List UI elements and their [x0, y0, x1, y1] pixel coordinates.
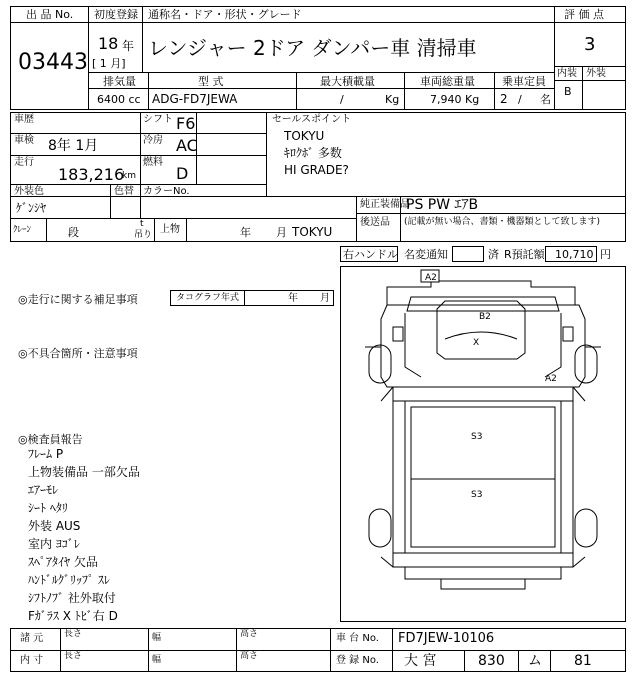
sales-point-label: セールスポイント	[272, 114, 352, 125]
aftermarket-label: 後送品	[360, 217, 390, 228]
length-label: 長さ	[64, 629, 83, 639]
height-label: 高さ	[240, 651, 259, 661]
inspector-line: 室内 ﾖｺﾞﾚ	[28, 537, 80, 551]
capacity: 2	[500, 92, 508, 106]
upper-label: 上物	[160, 224, 180, 235]
displacement: 6400 cc	[97, 93, 141, 106]
vehicle-name: レンジャー 2ドア ダンパー車 清掃車	[148, 36, 477, 60]
inspector-line: ｽﾍﾟｱﾀｲﾔ 欠品	[28, 555, 98, 569]
inspector-line: 外装 AUS	[28, 519, 81, 533]
capacity-unit: 名	[540, 93, 551, 106]
name-change-box	[452, 246, 484, 262]
name-change-label: 名変通知	[404, 248, 448, 261]
inspector-label: ◎検査員報告	[18, 433, 83, 446]
length-label: 長さ	[64, 651, 83, 661]
gross-weight-label: 車両総重量	[420, 75, 475, 88]
interior-label: 内装	[557, 68, 577, 79]
sales-point-line: HI GRADE?	[284, 163, 349, 177]
sales-point-line: TOKYU	[284, 129, 325, 143]
gross-weight: 7,940 Kg	[430, 93, 480, 106]
crane-stage: 段	[68, 226, 79, 239]
inspector-line: ｴｱｰﾓﾚ	[28, 483, 59, 497]
tacho-month: 月	[320, 293, 330, 304]
ext-color: ｹﾞﾝｼﾔ	[16, 201, 47, 215]
shift-label: シフト	[143, 114, 173, 125]
inspection-value: 8年 1月	[48, 138, 99, 154]
inspection-label: 車検	[14, 135, 34, 146]
max-load-slash: /	[340, 93, 344, 106]
inspector-line: ｼｰﾄ ﾍﾀﾘ	[28, 501, 68, 515]
shift-value: F6	[176, 114, 196, 133]
grade-label: 評 価 点	[564, 8, 604, 21]
ac-value: AC	[176, 136, 198, 155]
plate-kana: ム	[528, 653, 542, 669]
crane-label: ｸﾚｰﾝ	[13, 225, 32, 235]
year-unit: 年	[122, 39, 135, 53]
inspector-line: ﾌﾚｰﾑ P	[28, 447, 64, 461]
truck-diagram	[341, 267, 625, 621]
upper-month: 月	[276, 226, 287, 239]
first-reg-label: 初度登録	[94, 8, 138, 21]
mileage-label: 走行	[14, 157, 34, 168]
interior-grade: B	[564, 85, 572, 98]
crane-hang: 吊り	[134, 230, 153, 240]
chassis-label: 車 台 No.	[336, 633, 379, 644]
inspector-line: ﾊﾝﾄﾞﾙｸﾞﾘｯﾌﾟ ｽﾚ	[28, 573, 110, 587]
displacement-label: 排気量	[103, 75, 136, 88]
aftermarket-note: (記載が無い場合、書類・機器類として致します)	[404, 217, 601, 227]
diagram-frame	[340, 266, 626, 622]
max-load-label: 最大積載量	[320, 75, 375, 88]
standard-equip-label: 純正装備品	[360, 199, 410, 210]
mark-s3-upper: S3	[471, 432, 483, 442]
color-no-label: 色替	[114, 186, 134, 197]
name-label: 通称名・ドア・形状・グレード	[148, 8, 302, 21]
fuel-label: 燃料	[143, 157, 163, 168]
mark-a2-front: A2	[425, 273, 437, 283]
lot-no-label: 出 品 No.	[26, 8, 74, 21]
upper-year: 年	[240, 226, 251, 239]
plate-region: 大 宮	[404, 653, 437, 669]
capacity-slash: /	[518, 93, 522, 106]
mark-b2: B2	[479, 312, 491, 322]
first-reg-year: 18	[98, 34, 119, 53]
exterior-label: 外装	[586, 68, 606, 79]
right-handle-label: 右ハンドル	[343, 248, 398, 261]
width-label: 幅	[152, 655, 162, 665]
model-label: 型 式	[198, 75, 224, 88]
mark-s3-lower: S3	[471, 490, 483, 500]
standard-equip: PS PW ｴｱB	[406, 197, 479, 213]
ac-label: 冷房	[143, 135, 163, 146]
mark-a2-side: A2	[545, 374, 557, 384]
tacho-label: タコグラフ年式	[176, 293, 240, 303]
inspector-line: Fｶﾞﾗｽ X ﾄﾋﾞ右 D	[28, 609, 118, 623]
r-deposit-label: R預託額	[504, 248, 545, 261]
mileage-unit: km	[122, 171, 136, 181]
history-label: 車歴	[14, 114, 34, 125]
driving-notes-label: ◎走行に関する補足事項	[18, 293, 138, 306]
width-label: 幅	[152, 633, 162, 643]
first-reg-month: [ 1 月]	[92, 57, 126, 70]
plate-class: 830	[478, 653, 505, 669]
interior-dim-label: 内 寸	[20, 655, 44, 666]
defects-label: ◎不具合箇所・注意事項	[18, 347, 138, 360]
grade-value: 3	[584, 34, 596, 55]
fuel-value: D	[176, 164, 189, 183]
mileage-value: 183,216	[58, 165, 125, 184]
r-deposit-unit: 円	[600, 248, 611, 261]
inspector-line: ｼﾌﾄﾉﾌﾞ 社外取付	[28, 591, 116, 605]
height-label: 高さ	[240, 629, 259, 639]
chassis-value: FD7JEW-10106	[398, 631, 495, 646]
lot-no: 03443	[18, 50, 88, 75]
max-load-unit: Kg	[385, 93, 400, 106]
dim-label: 諸 元	[20, 633, 44, 644]
tacho-year: 年	[288, 293, 298, 304]
crane-t: t	[140, 219, 144, 229]
capacity-label: 乗車定員	[502, 75, 546, 88]
deposit-mark: 済	[488, 248, 499, 261]
inspector-line: 上物装備品 一部欠品	[28, 465, 140, 479]
ext-color-label: 外装色	[14, 186, 44, 197]
upper-maker: TOKYU	[292, 225, 333, 239]
plate-number: 81	[574, 653, 592, 669]
color-code-label: カラーNo.	[143, 186, 190, 197]
sales-point-line: ｷﾛｸﾎﾞ 多数	[284, 146, 342, 160]
mark-x: X	[473, 338, 480, 348]
model: ADG-FD7JEWA	[152, 92, 238, 106]
plate-label: 登 録 No.	[336, 655, 379, 666]
r-deposit-value: 10,710	[555, 248, 594, 261]
